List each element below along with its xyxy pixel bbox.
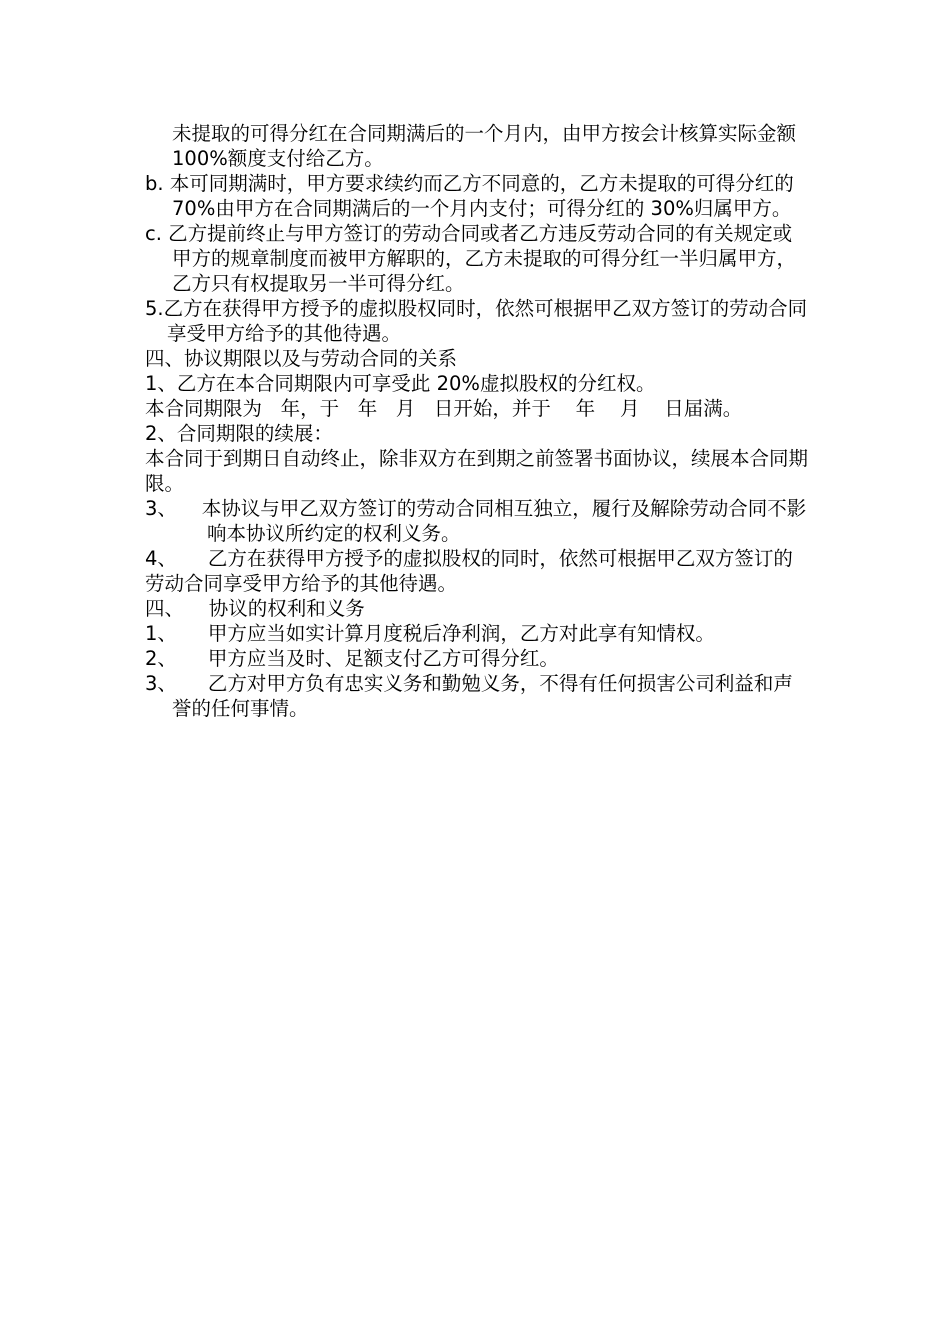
paragraph-term-2: 2、合同期限的续展： bbox=[145, 422, 333, 445]
paragraph-rights-3: 3、 乙方对甲方负有忠实义务和勤勉义务，不得有任何损害公司利益和声誉的任何事情。 bbox=[145, 672, 793, 720]
paragraph-term-3: 3、 本协议与甲乙双方签订的劳动合同相互独立，履行及解除劳动合同不影响本协议所约定的权利义务。 bbox=[145, 497, 807, 545]
paragraph-rights-1: 1、 甲方应当如实计算月度税后净利润，乙方对此享有知情权。 bbox=[145, 622, 715, 645]
paragraph-item-b: b. 本可同期满时，甲方要求续约而乙方不同意的，乙方未提取的可得分红的 70%由甲方在合同期满后的一个月内支付；可得分红的 30%归属甲方。 bbox=[145, 172, 800, 220]
document-body bbox=[145, 121, 810, 721]
section-heading-term: 四、协议期限以及与劳动合同的关系 bbox=[145, 347, 458, 370]
paragraph-renewal: 本合同于到期日自动终止，除非双方在到期之前签署书面协议，续展本合同期限。 bbox=[145, 447, 809, 495]
paragraph-item-c: c. 乙方提前终止与甲方签订的劳动合同或者乙方违反劳动合同的有关规定或甲方的规章制度而被甲方解职的，乙方未提取的可得分红一半归属甲方，乙方只有权提取另一半可得分红。 bbox=[145, 222, 797, 295]
paragraph-term-dates: 本合同期限为 年，于 年 月 日开始，并于 年 月 日届满。 bbox=[145, 397, 743, 420]
paragraph-term-4: 4、 乙方在获得甲方授予的虚拟股权的同时，依然可根据甲乙双方签订的劳动合同享受甲方给予的其他待遇。 bbox=[145, 547, 793, 595]
paragraph-term-1: 1、乙方在本合同期限内可享受此 20%虚拟股权的分红权。 bbox=[145, 372, 656, 395]
paragraph-unclaimed-dividend: 未提取的可得分红在合同期满后的一个月内，由甲方按会计核算实际金额 100%额度支付给乙方。 bbox=[172, 122, 803, 170]
paragraph-item-5: 5.乙方在获得甲方授予的虚拟股权同时，依然可根据甲乙双方签订的劳动合同享受甲方给予的其他待遇。 bbox=[145, 297, 808, 345]
paragraph-rights-2: 2、 甲方应当及时、足额支付乙方可得分红。 bbox=[145, 647, 559, 670]
section-heading-rights: 四、 协议的权利和义务 bbox=[145, 597, 365, 620]
